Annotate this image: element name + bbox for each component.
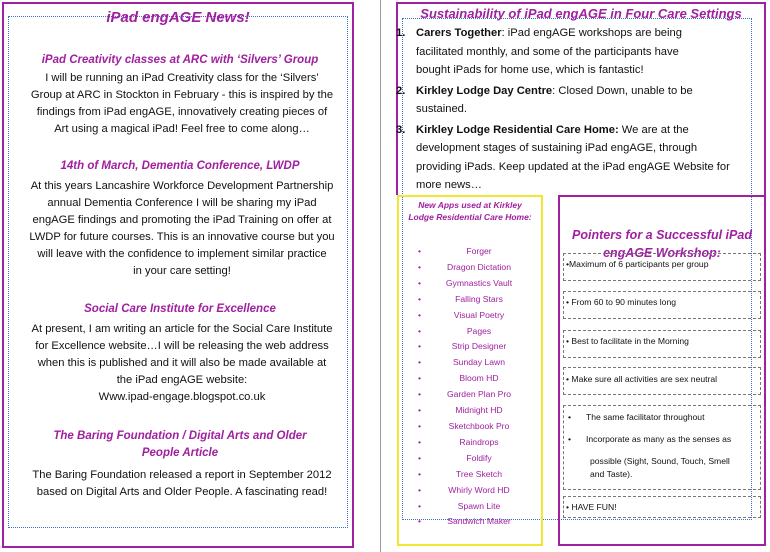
page-divider: [380, 0, 381, 552]
text-line: providing iPads. Keep updated at the iPad engAGE Website for: [416, 160, 730, 173]
pointer-item: [563, 253, 761, 281]
new-apps-title: [399, 199, 541, 223]
list-item: • Midnight HD: [408, 403, 542, 419]
care-setting-item: [393, 24, 763, 80]
section-heading-creativity: iPad Creativity classes at ARC with ‘Silvers’ Group: [41, 54, 319, 66]
text-line: facilitated monthly, and some of the participants have: [416, 45, 679, 58]
care-setting-item: [393, 121, 763, 195]
list-item: • Garden Plan Pro: [408, 387, 542, 403]
text-line: based on Digital Arts and Older People. A fascinating read!: [36, 486, 328, 498]
text-line: I will be running an iPad Creativity class for the ‘Silvers’: [45, 72, 319, 84]
pointer-text: and Taste).: [590, 469, 633, 479]
text-line: findings from iPad engAGE, innovatively creating pieces of: [36, 106, 328, 118]
bullet: •: [566, 502, 570, 512]
list-item: • Sketchbook Pro: [408, 419, 542, 435]
pointer-text: possible (Sight, Sound, Touch, Smell: [590, 456, 730, 466]
section-heading-conference: 14th of March, Dementia Conference, LWDP: [60, 160, 300, 172]
text-line: more news…: [416, 179, 482, 191]
pointer-item: [563, 330, 761, 358]
pointer-text: Incorporate as many as the senses as: [586, 434, 732, 444]
sustainability-title: Sustainability of iPad engAGE in Four Care Settings: [420, 6, 742, 21]
section-body-baring: [12, 467, 352, 501]
pointer-item: [563, 367, 761, 395]
pointer-text-row: [568, 411, 756, 424]
section-body-creativity: [12, 70, 352, 138]
bullet: •: [566, 374, 570, 384]
care-setting-name: Carers Together: [416, 27, 502, 39]
list-item: • Forger: [408, 244, 542, 260]
text-line: At present, I am writing an article for the Social Care Institute: [31, 323, 333, 335]
item-number: 3.: [396, 123, 406, 136]
item-number: 1.: [396, 27, 406, 39]
heading-line: New Apps used at Kirkley: [418, 200, 522, 210]
list-item: • Strip Designer: [408, 339, 542, 355]
list-item: • Sandwich Maker: [408, 514, 542, 530]
list-item: • Foldify: [408, 451, 542, 467]
text-line: LWDP for future courses. This is an innovative course but you: [29, 231, 335, 243]
text-line: engAGE findings and promoting the iPad Training on offer at: [32, 214, 332, 226]
section-heading-scie: Social Care Institute for Excellence: [84, 303, 276, 315]
list-item: • Spawn Lite: [408, 499, 542, 515]
text-line: development stages of sustaining iPad engAGE, through: [416, 142, 698, 154]
bullet: •: [566, 336, 570, 346]
bullet: •: [566, 297, 570, 307]
pointer-text-row: [568, 433, 756, 446]
heading-line: Lodge Residential Care Home:: [408, 212, 532, 222]
list-item: • Sunday Lawn: [408, 355, 542, 371]
list-item: • Whirly Word HD: [408, 483, 542, 499]
bullet: •: [568, 412, 572, 422]
text-line: sustained.: [416, 103, 467, 115]
section-heading-baring: [10, 428, 350, 462]
list-item: • Raindrops: [408, 435, 542, 451]
newsletter-title: iPad engAGE News!: [106, 9, 250, 26]
list-item: • Gymnastics Vault: [408, 276, 542, 292]
pointer-text: The same facilitator throughout: [586, 412, 705, 422]
list-item: • Dragon Dictation: [408, 260, 542, 276]
heading-line: Pointers for a Successful iPad: [572, 228, 752, 242]
text-line: : iPad engAGE workshops are being: [501, 27, 682, 39]
heading-line: engAGE Workshop:: [603, 246, 721, 260]
pointer-item: [563, 291, 761, 319]
list-item: • Pages: [408, 324, 542, 340]
section-body-conference: [12, 178, 352, 280]
text-line: Art using a magical iPad! Feel free to come along…: [54, 123, 310, 135]
text-line: will leave with the confidence to implement similar practice: [37, 248, 327, 260]
text-line: The Baring Foundation released a report in September 2012: [32, 469, 332, 481]
list-item: • Falling Stars: [408, 292, 542, 308]
bullet: •: [568, 434, 572, 444]
pointer-text: Best to facilitate in the Morning: [571, 336, 689, 346]
text-line: At this years Lancashire Workforce Development Partnership: [30, 180, 334, 192]
text-line: when this is published and it will also be made available at: [37, 357, 327, 369]
text-line: We are at the: [618, 123, 689, 136]
heading-line: The Baring Foundation / Digital Arts and Older: [53, 430, 307, 442]
apps-list: [408, 244, 542, 530]
item-number: 2.: [396, 84, 406, 97]
pointer-item-group: [563, 405, 761, 490]
text-line: annual Dementia Conference I will be sharing my iPad: [47, 197, 317, 209]
list-item: • Bloom HD: [408, 371, 542, 387]
text-line: bought iPads for home use, which is fantastic!: [416, 64, 644, 76]
pointer-item: [563, 496, 761, 518]
list-item: • Visual Poetry: [408, 308, 542, 324]
bullet: •: [566, 259, 570, 269]
heading-line: People Article: [141, 447, 219, 459]
care-settings-list: [393, 24, 763, 196]
list-item: • Tree Sketch: [408, 467, 542, 483]
text-line: Group at ARC in Stockton in February - this is inspired by the: [30, 89, 334, 101]
care-setting-name: Kirkley Lodge Residential Care Home:: [416, 123, 619, 136]
website-link[interactable]: Www.ipad-engage.blogspot.co.uk: [98, 391, 266, 403]
pointer-text: Maximum of 6 participants per group: [569, 259, 709, 269]
care-setting-name: Kirkley Lodge Day Centre: [416, 84, 553, 97]
text-line: the iPad engAGE website:: [116, 374, 248, 386]
pointer-text: HAVE FUN!: [571, 502, 617, 512]
text-line: for Excellence website…I will be releasing the web address: [35, 340, 329, 352]
pointer-text: From 60 to 90 minutes long: [571, 297, 677, 307]
text-line: in your care setting!: [133, 265, 231, 277]
section-body-scie: [12, 321, 352, 389]
care-setting-item: [393, 82, 763, 119]
text-line: : Closed Down, unable to be: [552, 84, 693, 97]
pointer-text: Make sure all activities are sex neutral: [571, 374, 718, 384]
